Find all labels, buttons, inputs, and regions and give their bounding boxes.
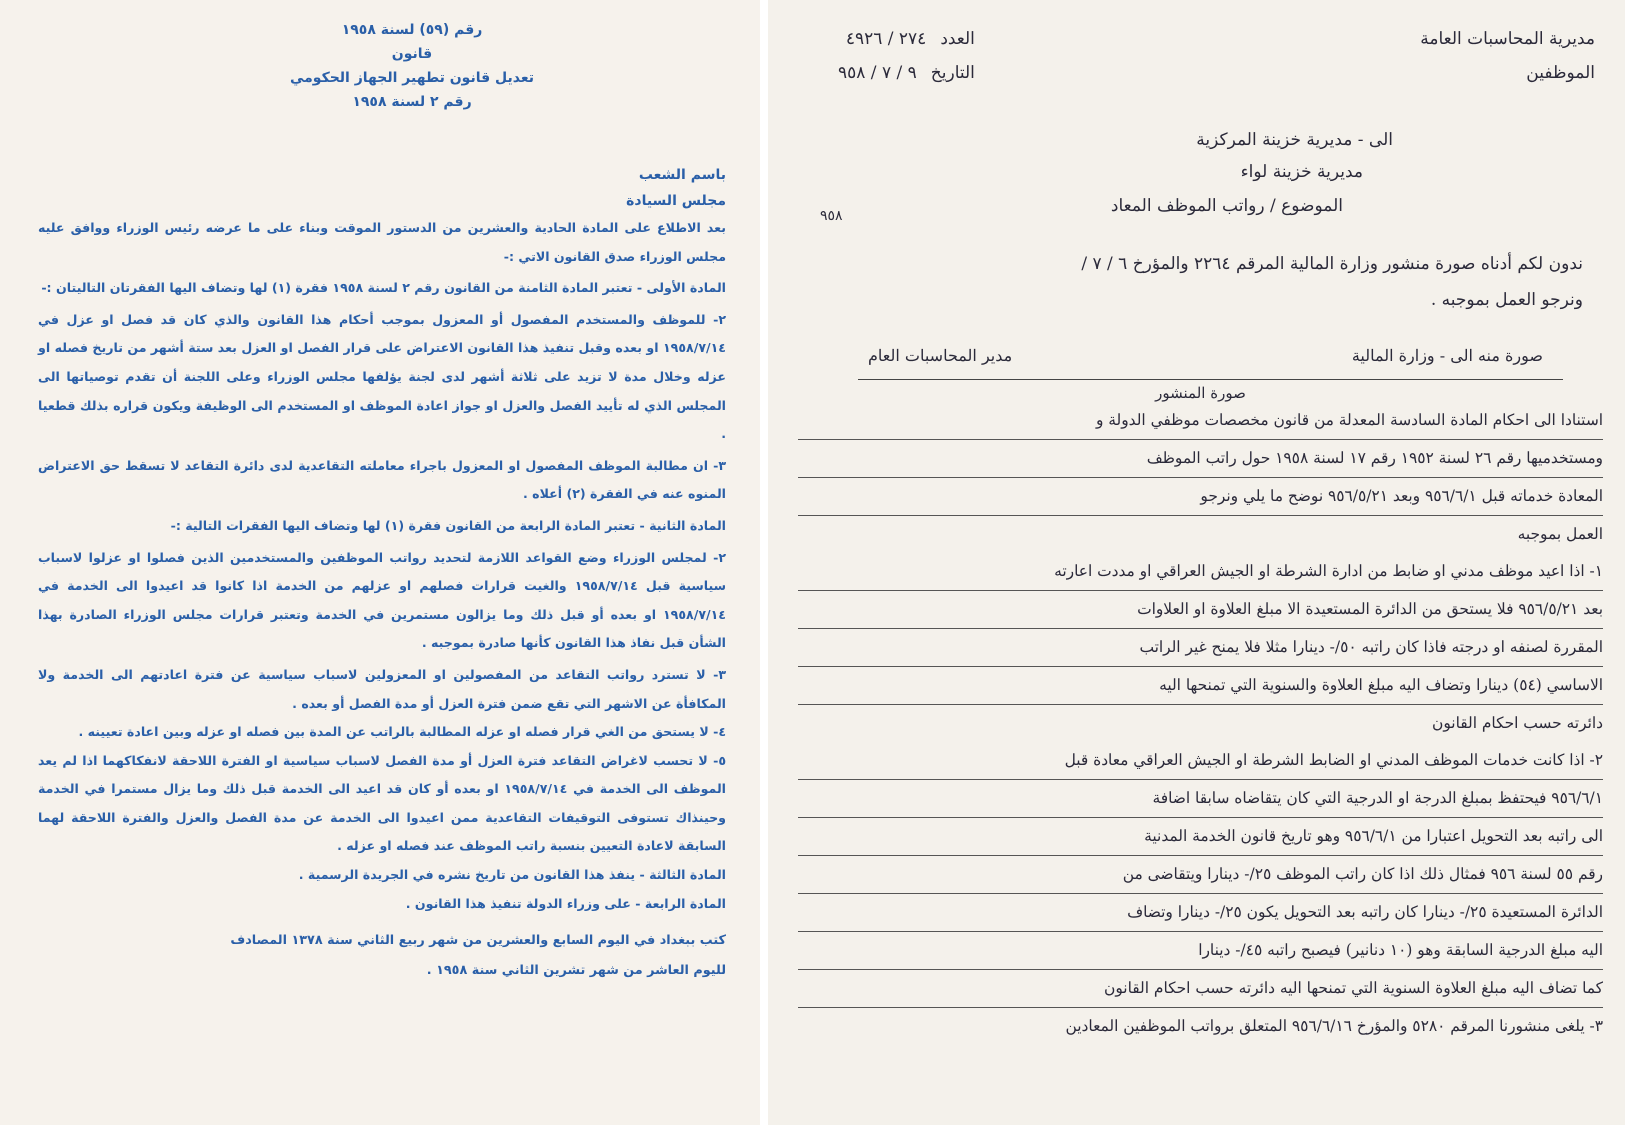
body-line: الاساسي (٥٤) دينارا وتضاف اليه مبلغ العلاوة والسنوية التي تمنحها اليه — [798, 667, 1603, 705]
issuer-line: باسم الشعب — [638, 167, 726, 183]
date-value: ٩ / ٧ / ٩٥٨ — [838, 63, 917, 83]
body-line: رقم ٥٥ لسنة ٩٥٦ فمثال ذلك اذا كان راتب الموظف ٢٥/- دينارا ويتقاضى من — [798, 856, 1603, 894]
law-issuer — [38, 162, 726, 214]
body-line: ومستخدميها رقم ٢٦ لسنة ١٩٥٢ رقم ١٧ لسنة ١٩٥٨ حول راتب الموظف — [798, 440, 1603, 478]
date-label: التاريخ — [930, 63, 975, 83]
law-signature-block — [38, 926, 726, 986]
law-paragraph: ٢- لمجلس الوزراء وضع القواعد اللازمة لتحديد رواتب الموظفين والمستخدمين الذين فصلوا او عزلوا لاسباب سياسية قبل ١٩٥٨/٧/١٤ والغيت قرارات فصلهم او عزلهم من الخدمة اذا كانوا قد اعيدوا الى الخدمة في ١٩٥٨/٧/١٤ او بعده أو قبل ذلك وما يزالون مستمرين في الخدمة وتعتبر قرارات مجلس الوزراء الصادرة بهذا الشأن قبل نفاذ هذا القانون كأنها صادرة بموجبه . — [38, 549, 726, 651]
law-document-page — [0, 0, 768, 1125]
letter-header — [798, 14, 1603, 124]
law-number: رقم (٥٩) لسنة ١٩٥٨ — [341, 22, 483, 38]
law-title: تعديل قانون تطهير الجهاز الحكومي — [289, 70, 535, 86]
sender-title: مدير المحاسبات العام — [868, 346, 1013, 365]
body-line: الى راتبه بعد التحويل اعتبارا من ٩٥٦/٦/١ وهو تاريخ قانون الخدمة المدنية — [798, 818, 1603, 856]
body-line: العمل بموجبه — [1517, 525, 1603, 543]
law-paragraph: ٤- لا يستحق من الغي قرار فصله او عزله المطالبة بالراتب عن المدة بين فصله او عزله وبين اعادة تعيينه . — [78, 724, 726, 740]
copy-title: صورة المنشور — [1155, 384, 1246, 402]
law-paragraph: ٣- لا تسترد رواتب التقاعد من المفصولين او المعزولين لاسباب سياسية عن فترة اعادتهم الى الخدمة ولا المكافأة عن الاشهر التي تقع ضمن فترة العزل أو مدة الفصل أو بعده . — [38, 666, 726, 711]
department-section: الموظفين — [1526, 63, 1595, 83]
number-value: ٢٧٤ / ٤٩٢٦ — [845, 29, 927, 49]
law-header — [98, 18, 726, 114]
signature-line: كتب ببغداد في اليوم السابع والعشرين من شهر ربيع الثاني سنة ١٣٧٨ المصادف — [230, 933, 726, 949]
cc-recipient: صورة منه الى - وزارة المالية — [1351, 346, 1543, 365]
law-paragraph: ٣- ان مطالبة الموظف المفصول او المعزول باجراء معاملته التقاعدية لدى دائرة التقاعد لا تسقط حق الاعتراض المنوه عنه في الفقرة (٢) أعلاه . — [38, 457, 726, 502]
law-paragraph: ٢- للموظف والمستخدم المفصول أو المعزول بموجب أحكام هذا القانون والذي كان قد فصل او عزل في ١٩٥٨/٧/١٤ او بعده وقبل تنفيذ هذا القانون الاعتراض على قرار الفصل او العزل بعد ستة أشهر من تاريخ فصله او عزله وخلال مدة لا تزيد على ثلاثة أشهر لدى لجنة يؤلفها مجلس الوزراء وعلى اللجنة أن تقدم توصياتها الى المجلس الذي له تأييد الفصل والعزل او جواز اعادة الموظف او المستخدم الى الوظيفة ويكون قراره بذلك قطعيا . — [38, 311, 726, 442]
recipient-line: مديرية خزينة لواء — [1240, 162, 1363, 182]
law-article: المادة الرابعة - على وزراء الدولة تنفيذ هذا القانون . — [405, 895, 726, 911]
body-line: بعد ٩٥٦/٥/٢١ فلا يستحق من الدائرة المستعيدة الا مبلغ العلاوة او العلاوات — [798, 591, 1603, 629]
department-name: مديرية المحاسبات العامة — [1420, 29, 1595, 49]
body-line: المقررة لصنفه او درجته فاذا كان راتبه ٥٠/- دينارا مثلا فلا يمنح غير الراتب — [798, 629, 1603, 667]
body-line: ٢- اذا كانت خدمات الموظف المدني او الضابط الشرطة او الجيش العراقي معادة قبل — [798, 742, 1603, 780]
issuer-line: مجلس السيادة — [626, 193, 726, 209]
law-type: قانون — [391, 46, 433, 62]
letter-intro — [798, 246, 1583, 318]
body-line: الدائرة المستعيدة ٢٥/- دينارا كان راتبه بعد التحويل يكون ٢٥/- دينارا وتضاف — [798, 894, 1603, 932]
law-body — [38, 214, 726, 918]
body-line: دائرته حسب احكام القانون — [1432, 714, 1603, 732]
circular-body — [798, 402, 1603, 1045]
recipient-block — [798, 124, 1393, 188]
handwritten-letter-page — [768, 0, 1625, 1125]
body-line: استنادا الى احكام المادة السادسة المعدلة من قانون مخصصات موظفي الدولة و — [798, 402, 1603, 440]
law-article: المادة الثانية - تعتبر المادة الرابعة من القانون فقرة (١) لها وتضاف اليها الفقرات التالية :- — [170, 517, 726, 533]
section-rule — [858, 379, 1563, 380]
intro-line: ونرجو العمل بموجبه . — [1430, 290, 1583, 310]
law-article: المادة الأولى - تعتبر المادة الثامنة من القانون رقم ٢ لسنة ١٩٥٨ فقرة (١) لها وتضاف اليها الفقرتان التاليتان :- — [41, 280, 726, 296]
department-block — [1420, 22, 1595, 90]
body-line: المعادة خدماته قبل ٩٥٦/٦/١ وبعد ٩٥٦/٥/٢١ نوضح ما يلي ونرجو — [798, 478, 1603, 516]
body-line: ٣- يلغى منشورنا المرقم ٥٢٨٠ والمؤرخ ٩٥٦/٦/١٦ المتعلق برواتب الموظفين المعادين — [1065, 1017, 1603, 1035]
number-label: العدد — [940, 29, 975, 49]
law-ref: رقم ٢ لسنة ١٩٥٨ — [352, 94, 472, 110]
body-line: ١- اذا اعيد موظف مدني او ضابط من ادارة الشرطة او الجيش العراقي او مددت اعارته — [798, 553, 1603, 591]
cc-row — [798, 346, 1603, 365]
intro-line: ندون لكم أدناه صورة منشور وزارة المالية المرقم ٢٢٦٤ والمؤرخ ٦ / ٧ / — [1081, 254, 1583, 274]
law-paragraph: ٥- لا تحسب لاغراض التقاعد فترة العزل أو مدة الفصل لاسباب سياسية او الفترة اللاحقة لانفكاكهما اذا لم يعد الموظف الى الخدمة في ١٩٥٨/٧/١٤ او بعده أو كان قد اعيد الى الخدمة قبل ذلك وما يزال مستمرا في الخدمة وحينذاك تستوفى التوقيفات التقاعدية ممن اعيدوا الى الخدمة عن مدة الفصل والعزل والفترة اللاحقة لهما السابقة لاعادة التعيين بنسبة راتب الموظف عند فصله او عزله . — [38, 752, 726, 854]
recipient-line: الى - مديرية خزينة المركزية — [1196, 130, 1393, 150]
reference-block — [838, 22, 975, 90]
body-line: كما تضاف اليه مبلغ العلاوة السنوية التي تمنحها اليه دائرته حسب احكام القانون — [798, 970, 1603, 1008]
margin-year-note: ٩٥٨ — [820, 208, 843, 224]
body-line: اليه مبلغ الدرجية السابقة وهو (١٠ دنانير) فيصبح راتبه ٤٥/- دينارا — [798, 932, 1603, 970]
law-paragraph: بعد الاطلاع على المادة الحادية والعشرين من الدستور الموقت وبناء على ما عرضه رئيس الوزراء ووافق عليه مجلس الوزراء صدق القانون الاتي :- — [38, 220, 726, 264]
letter-subject: الموضوع / رواتب الموظف المعاد — [1110, 196, 1343, 216]
signature-line: لليوم العاشر من شهر تشرين الثاني سنة ١٩٥٨ . — [426, 963, 726, 979]
body-line: ٩٥٦/٦/١ فيحتفظ بمبلغ الدرجة او الدرجية التي كان يتقاضاه سابقا اضافة — [798, 780, 1603, 818]
law-article: المادة الثالثة - ينفذ هذا القانون من تاريخ نشره في الجريدة الرسمية . — [298, 867, 726, 883]
